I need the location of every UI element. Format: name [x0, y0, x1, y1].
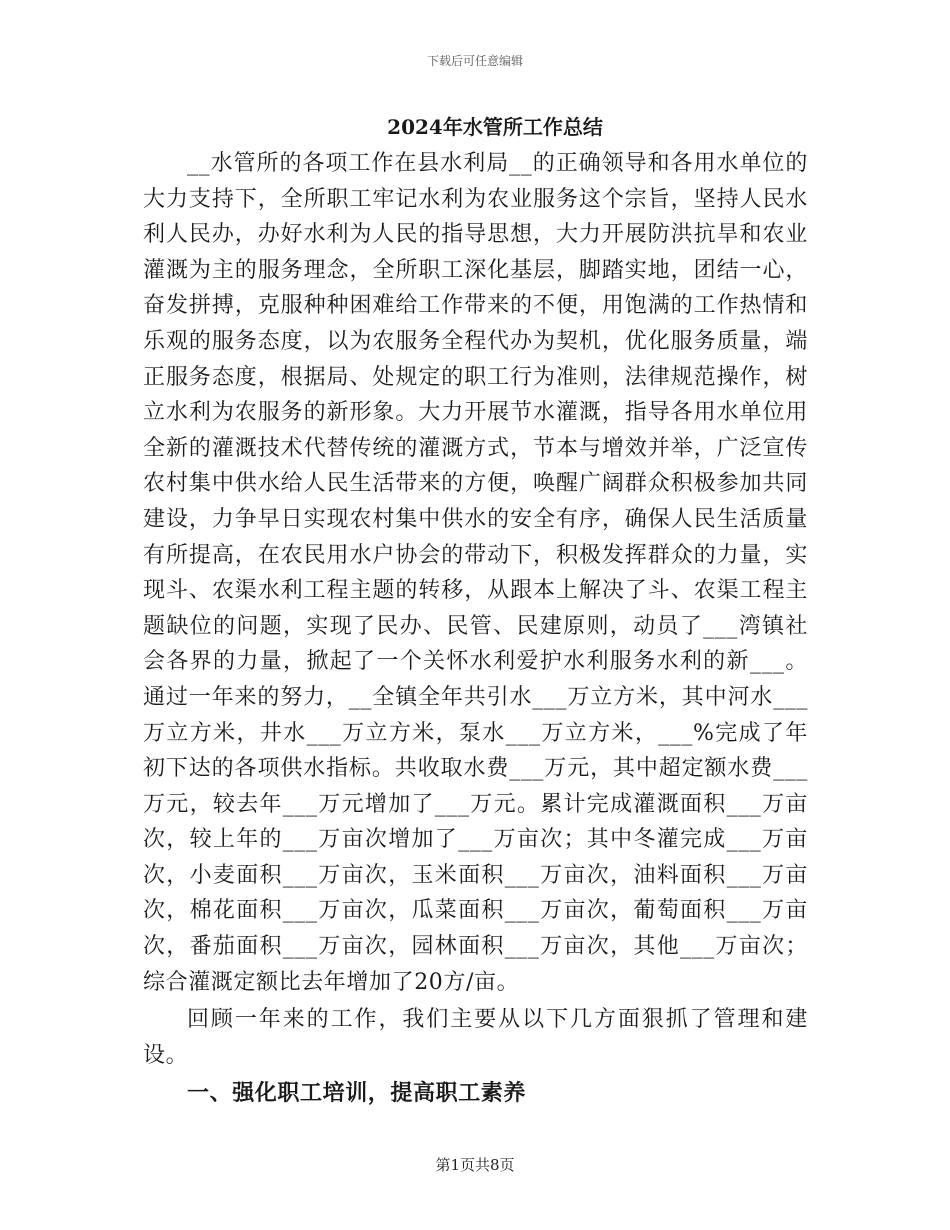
- document-body: [143, 146, 808, 1112]
- document-title: 2024年水管所工作总结: [387, 115, 603, 139]
- page-header-note: 下载后可任意编辑: [426, 54, 523, 68]
- body-paragraph-review: 回顾一年来的工作，我们主要从以下几方面狠抓了管理和建设。: [143, 1007, 808, 1068]
- section-heading: 一、强化职工培训，提高职工素养: [187, 1080, 527, 1107]
- page-number: 第1页共8页: [435, 1156, 515, 1174]
- body-paragraph-summary: __水管所的各项工作在县水利局__的正确领导和各用水单位的大力支持下，全所职工牢记水利为农业服务这个宗旨，坚持人民水利人民办，办好水利为人民的指导思想，大力开展防洪抗旱和农业灌溉为主的服务理念，全所职工深化基层，脚踏实地，团结一心，奋发拼搏，克服种种困难给工作带来的不便，用饱满的工作热情和乐观的服务态度，以为农服务全程代办为契机，优化服务质量，端正服务态度，根据局、处规定的职工行为准则，法律规范操作，树立水利为农服务的新形象。大力开展节水灌溉，指导各用水单位用全新的灌溉技术代替传统的灌溉方式，节本与增效并举，广泛宣传农村集中供水给人民生活带来的方便，唤醒广阔群众积极参加共同建设，力争早日实现农村集中供水的安全有序，确保人民生活质量有所提高，在农民用水户协会的带动下，积极发挥群众的力量，实现斗、农渠水利工程主题的转移，从跟本上解决了斗、农渠工程主题缺位的问题，实现了民办、民管、民建原则，动员了___湾镇社会各界的力量，掀起了一个关怀水利爱护水利服务水利的新___。通过一年来的努力，__全镇全年共引水___万立方米，其中河水___万立方米，井水___万立方米，泵水___万立方米，___%完成了年初下达的各项供水指标。共收取水费___万元，其中超定额水费___万元，较去年___万元增加了___万元。累计完成灌溉面积___万亩次，较上年的___万亩次增加了___万亩次；其中冬灌完成___万亩次，小麦面积___万亩次，玉米面积___万亩次，油料面积___万亩次，棉花面积___万亩次，瓜菜面积___万亩次，葡萄面积___万亩次，番茄面积___万亩次，园林面积___万亩次，其他___万亩次；综合灌溉定额比去年增加了20方/亩。: [143, 151, 808, 995]
